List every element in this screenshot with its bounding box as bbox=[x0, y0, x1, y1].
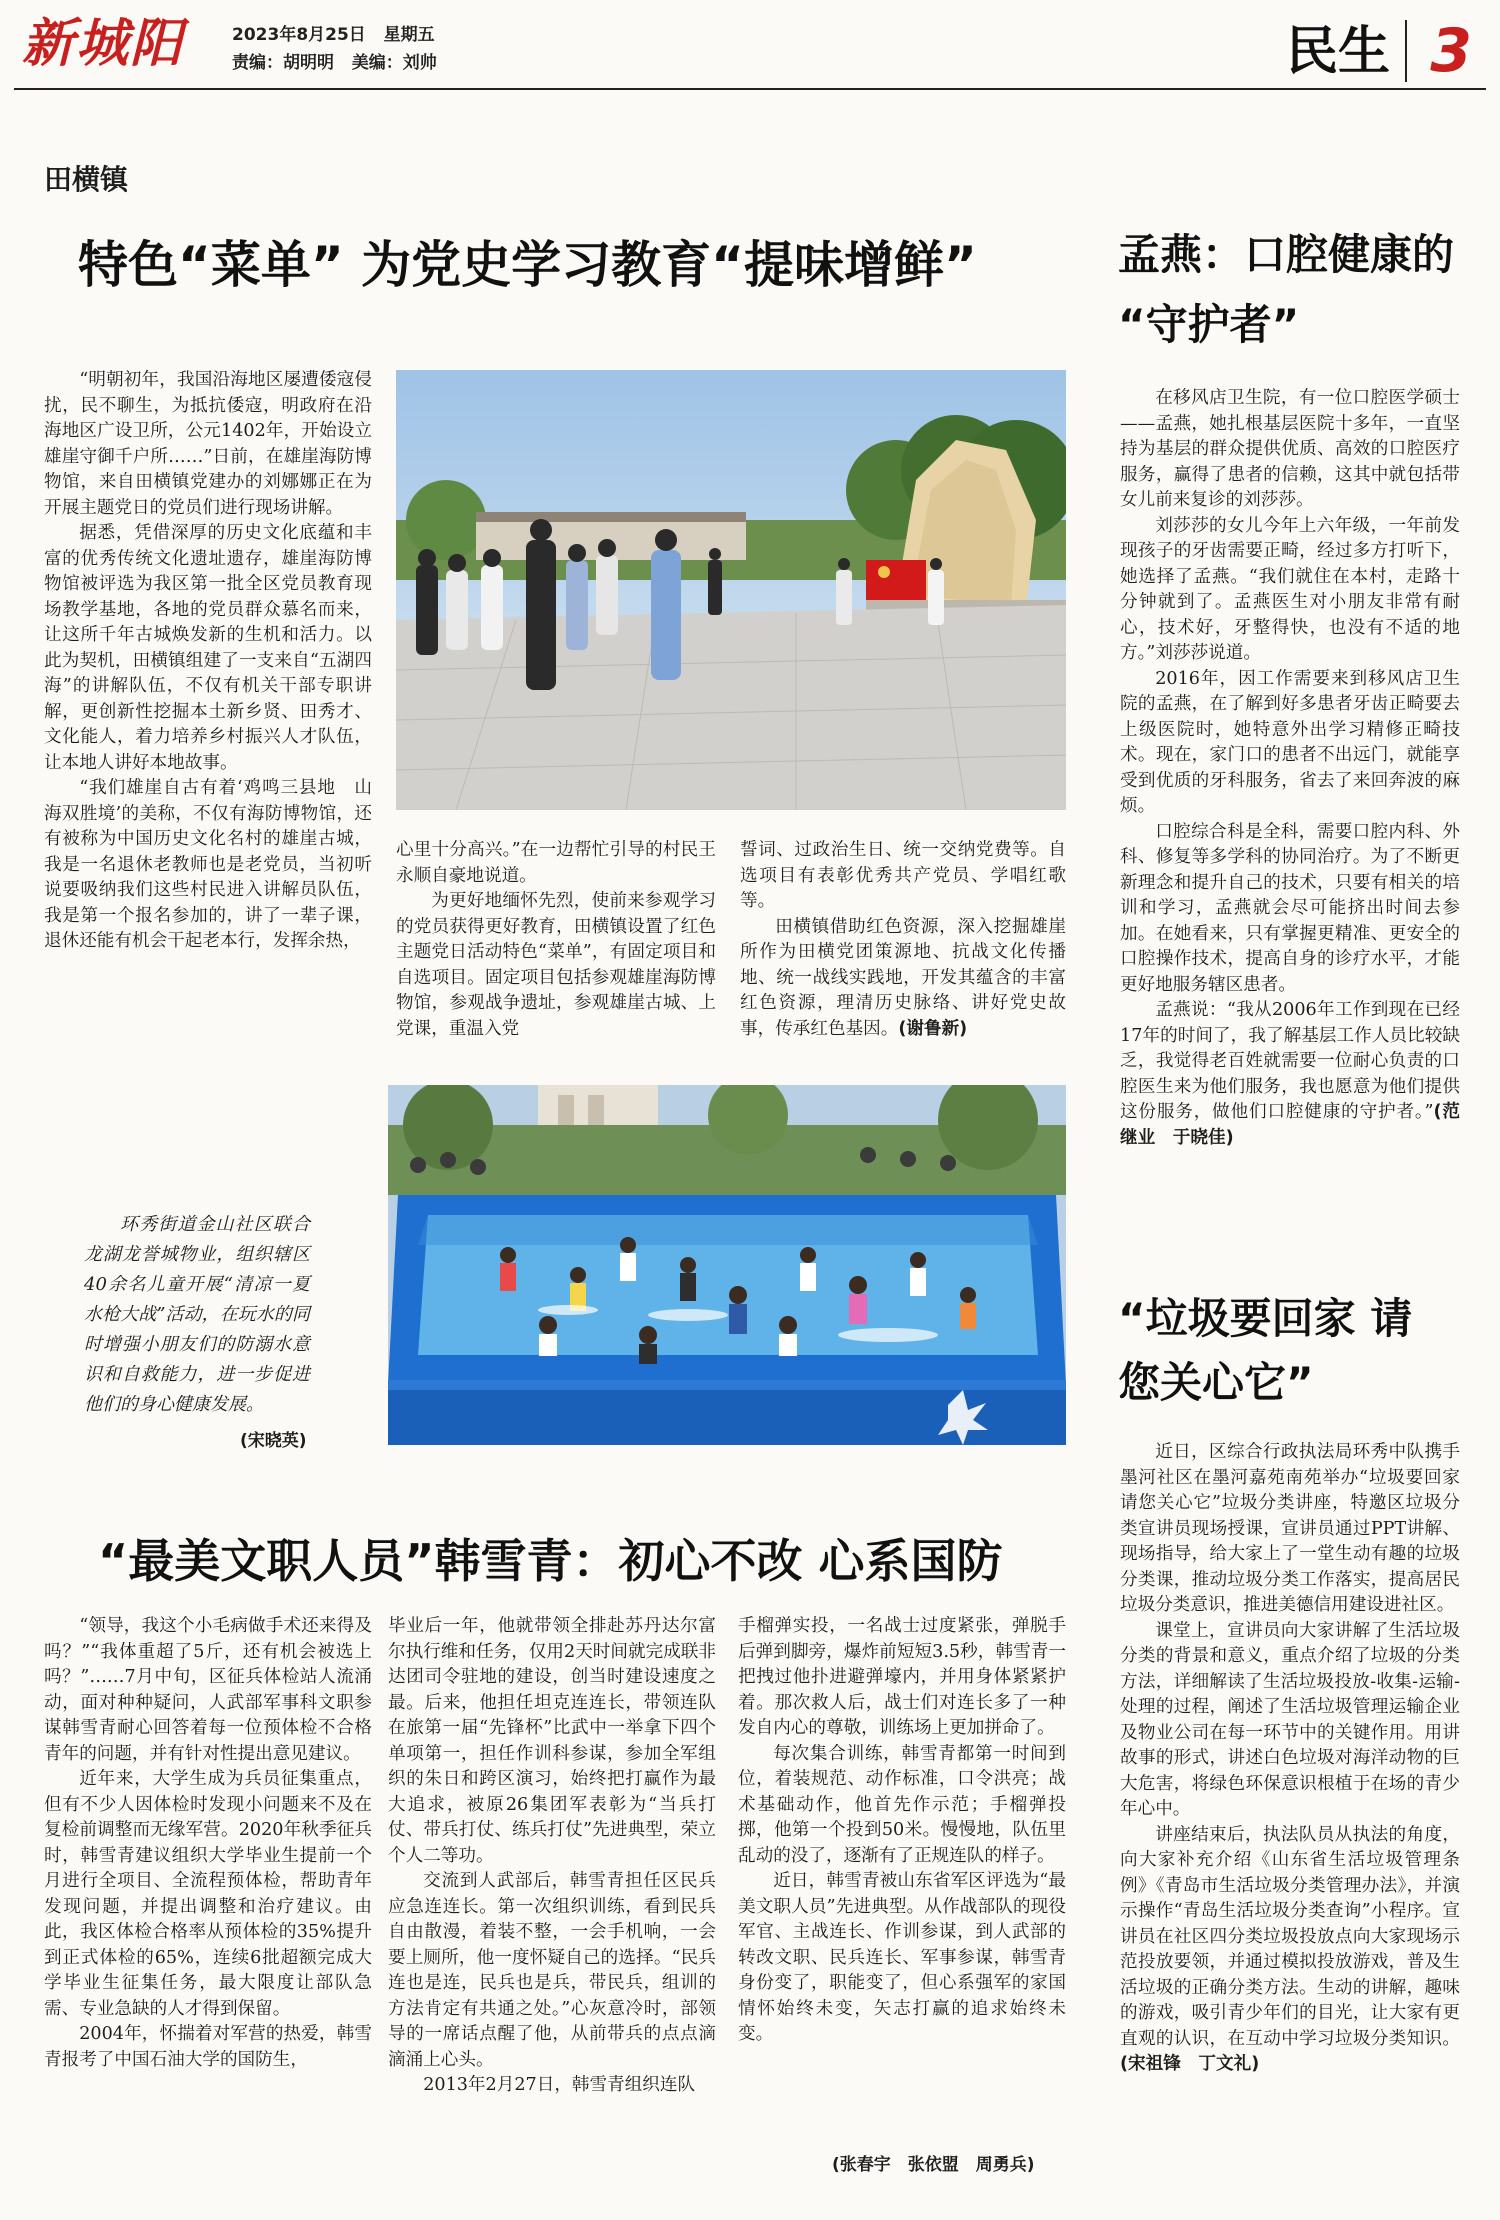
article2-col1 bbox=[44, 1614, 372, 2073]
article2-col3 bbox=[738, 1614, 1066, 2048]
article3-para: 刘莎莎的女儿今年上六年级，一年前发现孩子的牙齿需要正畸，经过多方打听下，她选择了孟燕。“我们就住在本村，走路十分钟就到了。孟燕医生对小朋友非常有耐心，技术好，牙整得快，也没有不适的地方。”刘莎莎说道。 bbox=[1120, 515, 1460, 663]
water-gun-battle-photo bbox=[388, 1085, 1066, 1445]
page-number: 3 bbox=[1430, 16, 1472, 86]
article2-para: 近日，韩雪青被山东省军区评选为“最美文职人员”先进典型。从作战部队的现役军官、主战连长、作训参谋，到人武部的转改文职、民兵连长、军事参谋，韩雪青身份变了，职能变了，但心系强军的家国情怀始终未变，矢志打赢的追求始终未变。 bbox=[738, 1871, 1066, 2044]
editor-credit: 责编：胡明明 bbox=[232, 53, 334, 73]
article1-para: 誓词、过政治生日、统一交纳党费等。自选项目有表彰优秀共产党员、学唱红歌等。 bbox=[740, 840, 1066, 911]
water-gun-photo-caption bbox=[84, 1210, 328, 1420]
article2-headline: “最美文职人员”韩雪青：初心不改 心系国防 bbox=[98, 1534, 1003, 1588]
article1-col1 bbox=[44, 368, 372, 955]
article1-para: “明朝初年，我国沿海地区屡遭倭寇侵扰，民不聊生，为抵抗倭寇，明政府在沿海地区广设卫所，公元1402年，开始设立雄崖守御千户所……”日前，在雄崖海防博物馆，来自田横镇党建办的刘娜娜正在为开展主题党日的党员们进行现场讲解。 bbox=[44, 370, 372, 518]
caption-byline: (宋晓英) bbox=[240, 1431, 307, 1451]
article3-body bbox=[1120, 386, 1460, 1151]
article4-headline-line2: 您关心它” bbox=[1118, 1358, 1314, 1407]
masthead-logo: 新城阳 bbox=[22, 13, 185, 74]
article3-byline: (范继业 于晓佳) bbox=[1120, 1102, 1460, 1148]
caption-text: 环秀街道金山社区联合龙湖龙誉城物业，组织辖区40余名儿童开展“清凉一夏 水枪大战”活动，在玩水的同时增强小朋友们的防溺水意识和自救能力，进一步促进他们的身心健康发展。 bbox=[84, 1214, 328, 1415]
article1-para: 为更好地缅怀先烈，使前来参观学习的党员获得更好教育，田横镇设置了红色主题党日活动特色“菜单”，有固定项目和自选项目。固定项目包括参观雄崖海防博物馆，参观战争遗址，参观雄崖古城、上党课，重温入党 bbox=[396, 891, 716, 1039]
article1-para: “我们雄崖自古有着‘鸡鸣三县地 山海双胜境’的美称，不仅有海防博物馆，还有被称为中国历史文化名村的雄崖古城，我是一名退休老教师也是老党员，当初听说要吸纳我们这些村民进入讲解员队伍，我是第一个报名参加的，讲了一辈子课，退休还能有机会干起老本行，发挥余热， bbox=[44, 778, 372, 951]
designer-credit: 美编：刘帅 bbox=[351, 53, 437, 73]
article4-para bbox=[1120, 1823, 1460, 2078]
article1-para-text: 田横镇借助红色资源，深入挖掘雄崖所作为田横党团策源地、抗战文化传播地、统一战线实践地，开发其蕴含的丰富红色资源，理清历史脉络、讲好党史故事，传承红色基因。 bbox=[740, 916, 1066, 1039]
party-flag-icon bbox=[866, 560, 926, 600]
article3-para-text: 孟燕说：“我从2006年工作到现在已经17年的时间了，我了解基层工作人员比较缺乏，我觉得老百姓就需要一位耐心负责的口腔医生来为他们服务，我也愿意为他们提供这份服务，做他们口腔健康的守护者。” bbox=[1120, 1000, 1460, 1122]
article2-para: 交流到人武部后，韩雪青担任区民兵应急连连长。第一次组织训练，看到民兵自由散漫，着装不整，一会手机响，一会要上厕所，他一度怀疑自己的选择。“民兵连也是连，民兵也是兵，带民兵，组训的方法肯定有共通之处。”心灰意冷时，部领导的一席话点醒了他，从前带兵的点点滴滴涌上心头。 bbox=[388, 1871, 716, 2070]
article3-para bbox=[1120, 998, 1460, 1151]
issue-date: 2023年8月25日 bbox=[232, 25, 366, 45]
article3-para: 口腔综合科是全科，需要口腔内科、外科、修复等多学科的协同治疗。为了不断更新理念和提升自己的技术，只要有相关的培训和学习，孟燕就会尽可能挤出时间去参加。在她看来，只有掌握更精准、更安全的口腔操作技术，提高自身的诊疗水平，才能更好地服务辖区患者。 bbox=[1120, 821, 1460, 995]
article2-para: 2004年，怀揣着对军营的热爱，韩雪青报考了中国石油大学的国防生， bbox=[44, 2024, 372, 2070]
article2-para: “领导，我这个小毛病做手术还来得及吗？”“我体重超了5斤，还有机会被选上吗？”……7月中旬，区征兵体检站人流涌动，面对种种疑问，人武部军事科文职参谋韩雪青耐心回答着每一位预体检不合格青年的问题，并有针对性提出意见建议。 bbox=[44, 1616, 372, 1764]
water-gun-battle-illustration bbox=[388, 1085, 1066, 1445]
article3-para: 2016年，因工作需要来到移风店卫生院的孟燕，在了解到好多患者牙齿正畸要去上级医院时，她特意外出学习精修正畸技术。现在，家门口的患者不出远门，就能享受到优质的牙科服务，省去了来回奔波的麻烦。 bbox=[1120, 668, 1460, 816]
article4-byline: (宋祖锋 丁文礼) bbox=[1120, 2054, 1260, 2074]
article1-para bbox=[740, 915, 1066, 1043]
article1-para: 据悉，凭借深厚的历史文化底蕴和丰富的优秀传统文化遗址遗存，雄崖海防博物馆被评选为我区第一批全区党员教育现场教学基地，各地的党员群众慕名而来，让这所千年古城焕发新的生机和活力。以此为契机，田横镇组建了一支来自“五湖四海”的讲解队伍，不仅有机关干部专职讲解，更创新性挖掘本土新乡贤、田秀才、文化能人，着力培养乡村振兴人才队伍，让本地人讲好本地故事。 bbox=[44, 523, 372, 773]
party-day-ceremony-photo bbox=[396, 370, 1066, 810]
article1-col3 bbox=[740, 838, 1066, 1042]
party-day-ceremony-illustration bbox=[396, 370, 1066, 810]
article4-body bbox=[1120, 1440, 1478, 2078]
article1-para: 心里十分高兴。”在一边帮忙引导的村民王永顺自豪地说道。 bbox=[396, 840, 716, 886]
issue-weekday: 星期五 bbox=[383, 25, 435, 45]
article3-headline-line2: “守护者” bbox=[1118, 300, 1300, 349]
article1-col2 bbox=[396, 838, 716, 1042]
article2-col2 bbox=[388, 1614, 716, 2099]
editors-line bbox=[232, 50, 437, 76]
article2-para: 手榴弹实投，一名战士过度紧张，弹脱手后弹到脚旁，爆炸前短短3.5秒，韩雪青一把拽过他扑进避弹壕内，并用身体紧紧护着。那次救人后，战士们对连长多了一种发自内心的尊敬，训练场上更加拼命了。 bbox=[738, 1616, 1066, 1738]
article2-byline: (张春宇 张依盟 周勇兵) bbox=[832, 2155, 1035, 2175]
article4-para-text: 讲座结束后，执法队员从执法的角度，向大家补充介绍《山东省生活垃圾管理条例》《青岛市生活垃圾分类管理办法》，并演示操作“青岛生活垃圾分类查询”小程序。宣讲员在社区四分类垃圾投放点向大家现场示范投放要领，并通过模拟投放游戏，普及生活垃圾的正确分类方法。生动的讲解，趣味的游戏，吸引青少年们的目光，让大家有更直观的认识，在互动中学习垃圾分类知识。 bbox=[1120, 1824, 1460, 2049]
article3-para: 在移风店卫生院，有一位口腔医学硕士——孟燕，她扎根基层医院十多年，一直坚持为基层的群众提供优质、高效的口腔医疗服务，赢得了患者的信赖，这其中就包括带女儿前来复诊的刘莎莎。 bbox=[1120, 388, 1460, 510]
article2-para: 2013年2月27日，韩雪青组织连队 bbox=[423, 2075, 696, 2095]
article2-para: 每次集合训练，韩雪青都第一时间到位，着装规范、动作标准，口令洪亮；战术基础动作，他首先作示范；手榴弹投掷，他第一个投到50米。慢慢地，队伍里乱动的没了，逐渐有了正规连队的样子。 bbox=[738, 1743, 1066, 1866]
article4-para: 课堂上，宣讲员向大家讲解了生活垃圾分类的背景和意义，重点介绍了垃圾的分类方法，详细解读了生活垃圾投放-收集-运输-处理的过程，阐述了生活垃圾管理运输企业及物业公司在每一环节中的关键作用。用讲故事的形式，讲述白色垃圾对海洋动物的巨大危害，将绿色环保意识根植于在场的青少年心中。 bbox=[1120, 1620, 1460, 1819]
article2-para: 毕业后一年，他就带领全排赴苏丹达尔富尔执行维和任务，仅用2天时间就完成联非达团司令驻地的建设，创当时建设速度之最。后来，他担任坦克连连长，带领连队在旅第一届“先锋杯”比武中一举拿下四个单项第一，担任作训科参谋，参加全军组织的朱日和跨区演习，始终把打赢作为最大追求，被原26集团军表彰为“当兵打仗、带兵打仗、练兵打仗”先进典型，荣立个人二等功。 bbox=[388, 1616, 716, 1866]
article1-byline: (谢鲁新) bbox=[898, 1018, 968, 1039]
article1-headline: 特色“菜单” 为党史学习教育“提味增鲜” bbox=[78, 236, 977, 294]
article4-headline-line1: “垃圾要回家 请 bbox=[1118, 1294, 1413, 1343]
article3-headline-line1: 孟燕：口腔健康的 bbox=[1118, 230, 1455, 279]
issue-date-line bbox=[232, 22, 435, 48]
masthead-divider bbox=[1405, 20, 1407, 82]
article1-kicker: 田横镇 bbox=[44, 163, 129, 196]
section-name: 民生 bbox=[1285, 22, 1390, 82]
article2-para: 近年来，大学生成为兵员征集重点，但有不少人因体检时发现小问题来不及在复检前调整而无缘军营。2020年秋季征兵时，韩雪青建议组织大学毕业生提前一个月进行全项目、全流程预体检，帮助青年发现问题，并提出调整和治疗建议。由此，我区体检合格率从预体检的35%提升到正式体检的65%，连续6批超额完成大学毕业生征集任务，最大限度让部队急需、专业急缺的人才得到保留。 bbox=[44, 1769, 372, 2019]
article4-para: 近日，区综合行政执法局环秀中队携手墨河社区在墨河嘉苑南苑举办“垃圾要回家 请您关心它”垃圾分类讲座，特邀区垃圾分类宣讲员现场授课，宣讲员通过PPT讲解、现场指导，给大家上了一堂生动有趣的垃圾分类课，推动垃圾分类工作落实，提高居民垃圾分类意识，推进美德信用建设进社区。 bbox=[1120, 1442, 1478, 1615]
masthead-rule bbox=[14, 88, 1486, 90]
